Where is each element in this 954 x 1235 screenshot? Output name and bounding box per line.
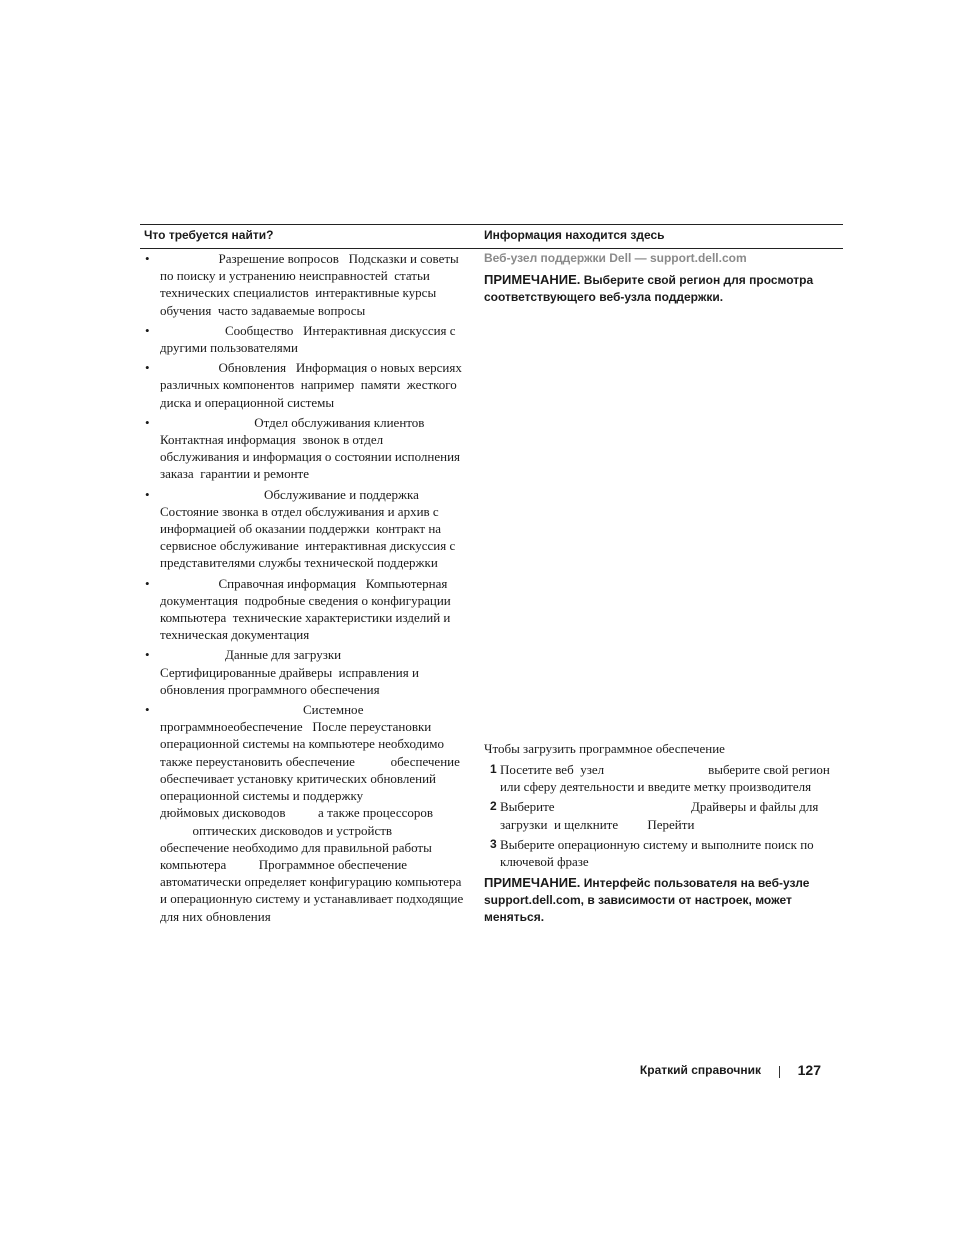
note-label: ПРИМЕЧАНИЕ.	[484, 272, 581, 287]
list-item	[144, 486, 480, 572]
bullet-marker: •	[145, 251, 150, 266]
step-text-line: или сферу деятельности и введите метку производителя	[500, 779, 812, 795]
note-line: меняться.	[484, 910, 545, 924]
item-text-line: также переустановить обеспечение обеспечение	[160, 753, 460, 769]
item-text-line: автоматически определяет конфигурацию компьютера	[160, 874, 462, 890]
column-header-where: Информация находится здесь	[484, 228, 665, 242]
item-text-line: Обслуживание и поддержка	[160, 486, 419, 502]
item-text-line: Сообщество Интерактивная дискуссия с	[160, 322, 456, 338]
item-text-line: заказа гарантии и ремонте	[160, 466, 309, 482]
topics-column	[144, 250, 480, 928]
step-text-line: Выберите операционную систему и выполните поиск по	[500, 836, 814, 852]
item-text-line: различных компонентов например памяти жесткого	[160, 377, 457, 393]
support-website-link[interactable]: Веб-узел поддержки Dell — support.dell.com	[484, 251, 747, 265]
step-text-line: Посетите веб узел выберите свой регион	[500, 762, 830, 777]
list-item	[144, 250, 480, 319]
item-text-line: Сертифицированные драйверы исправления и	[160, 664, 419, 680]
list-item	[144, 701, 480, 925]
page-number: 127	[797, 1062, 821, 1078]
list-item	[144, 575, 480, 644]
item-text-line: обновления программного обеспечения	[160, 681, 380, 697]
item-text-line: обучения часто задаваемые вопросы	[160, 302, 366, 318]
item-text-line: компьютера Программное обеспечение	[160, 856, 408, 872]
table-top-rule	[140, 224, 843, 225]
item-text-line: обеспечение необходимо для правильной работы	[160, 839, 432, 855]
item-text-line: информацией об оказании поддержки контракт на	[160, 521, 442, 537]
item-text-line: технических специалистов интерактивные курсы	[160, 285, 437, 301]
item-text-line: операционной системы и поддержку	[160, 788, 364, 804]
download-step	[484, 836, 843, 870]
step-text-line: ключевой фразе	[500, 854, 589, 870]
list-item	[144, 646, 480, 698]
list-item	[144, 359, 480, 411]
footer-title: Краткий справочник	[639, 1063, 761, 1077]
item-text-line: обслуживания и информация о состоянии исполнения	[160, 449, 461, 465]
step-text-line: Выберите Драйверы и файлы для	[500, 799, 819, 815]
bullet-marker: •	[145, 647, 150, 663]
download-step	[484, 798, 843, 832]
footer-separator	[779, 1066, 780, 1078]
download-step	[484, 761, 843, 795]
download-steps	[484, 761, 843, 873]
item-text-line: Контактная информация звонок в отдел	[160, 432, 384, 448]
note-line: Выберите свой регион для просмотра	[580, 273, 814, 287]
item-text-line: операционной системы на компьютере необходимо	[160, 736, 444, 752]
item-text-line: сервисное обслуживание интерактивная дискуссия с	[160, 538, 456, 554]
item-text-line: по поиску и устранению неисправностей статьи	[160, 268, 430, 284]
bullet-marker: •	[145, 360, 150, 376]
bullet-marker: •	[145, 575, 150, 591]
table-header-rule	[140, 248, 843, 249]
item-text-line: другими пользователями	[160, 340, 298, 356]
step-number: 2	[490, 799, 497, 814]
list-item	[144, 414, 480, 483]
note-line: Интерфейс пользователя на веб-узле	[580, 876, 810, 890]
item-text-line: обеспечивает установку критических обновлений	[160, 770, 437, 786]
item-text-line: Системное	[160, 702, 364, 718]
item-text-line: Состояние звонка в отдел обслуживания и архив с	[160, 503, 439, 519]
bullet-marker: •	[145, 414, 150, 430]
step-text-line: загрузки и щелкните Перейти	[500, 816, 695, 832]
location-column	[484, 250, 843, 924]
item-text-line: техническая документация	[160, 627, 310, 643]
note-line: support.dell.com, в зависимости от настроек, может	[484, 893, 792, 907]
list-item	[144, 322, 480, 356]
note-line: соответствующего веб-узла поддержки.	[484, 290, 724, 304]
item-text-line: для них обновления	[160, 908, 271, 924]
page-footer	[600, 1062, 821, 1080]
interface-note	[484, 874, 843, 926]
item-text-line: Отдел обслуживания клиентов	[160, 414, 425, 430]
step-number: 3	[490, 836, 497, 851]
item-text-line: Обновления Информация о новых версиях	[160, 360, 462, 376]
item-text-line: программноеобеспечение После переустановки	[160, 719, 432, 735]
region-note	[484, 271, 843, 306]
item-text-line: документация подробные сведения о конфигурации	[160, 592, 451, 608]
column-header-what: Что требуется найти?	[144, 228, 274, 242]
item-text-line: диска и операционной системы	[160, 394, 335, 410]
note-label: ПРИМЕЧАНИЕ.	[484, 875, 581, 890]
item-text-line: Разрешение вопросов Подсказки и советы	[160, 251, 459, 266]
item-text-line: представителями службы технической поддержки	[160, 555, 438, 571]
item-text-line: Данные для загрузки	[160, 647, 342, 663]
step-number: 1	[490, 762, 497, 776]
item-text-line: Справочная информация Компьютерная	[160, 575, 448, 591]
item-text-line: и операционную систему и устанавливает подходящие	[160, 891, 464, 907]
item-text-line: дюймовых дисководов а также процессоров	[160, 805, 434, 821]
item-text-line: оптических дисководов и устройств	[160, 822, 393, 838]
bullet-marker: •	[145, 322, 150, 338]
bullet-marker: •	[145, 486, 150, 502]
item-text-line: компьютера технические характеристики изделий и	[160, 610, 451, 626]
download-instructions-title: Чтобы загрузить программное обеспечение	[484, 741, 725, 756]
bullet-marker: •	[145, 702, 150, 718]
